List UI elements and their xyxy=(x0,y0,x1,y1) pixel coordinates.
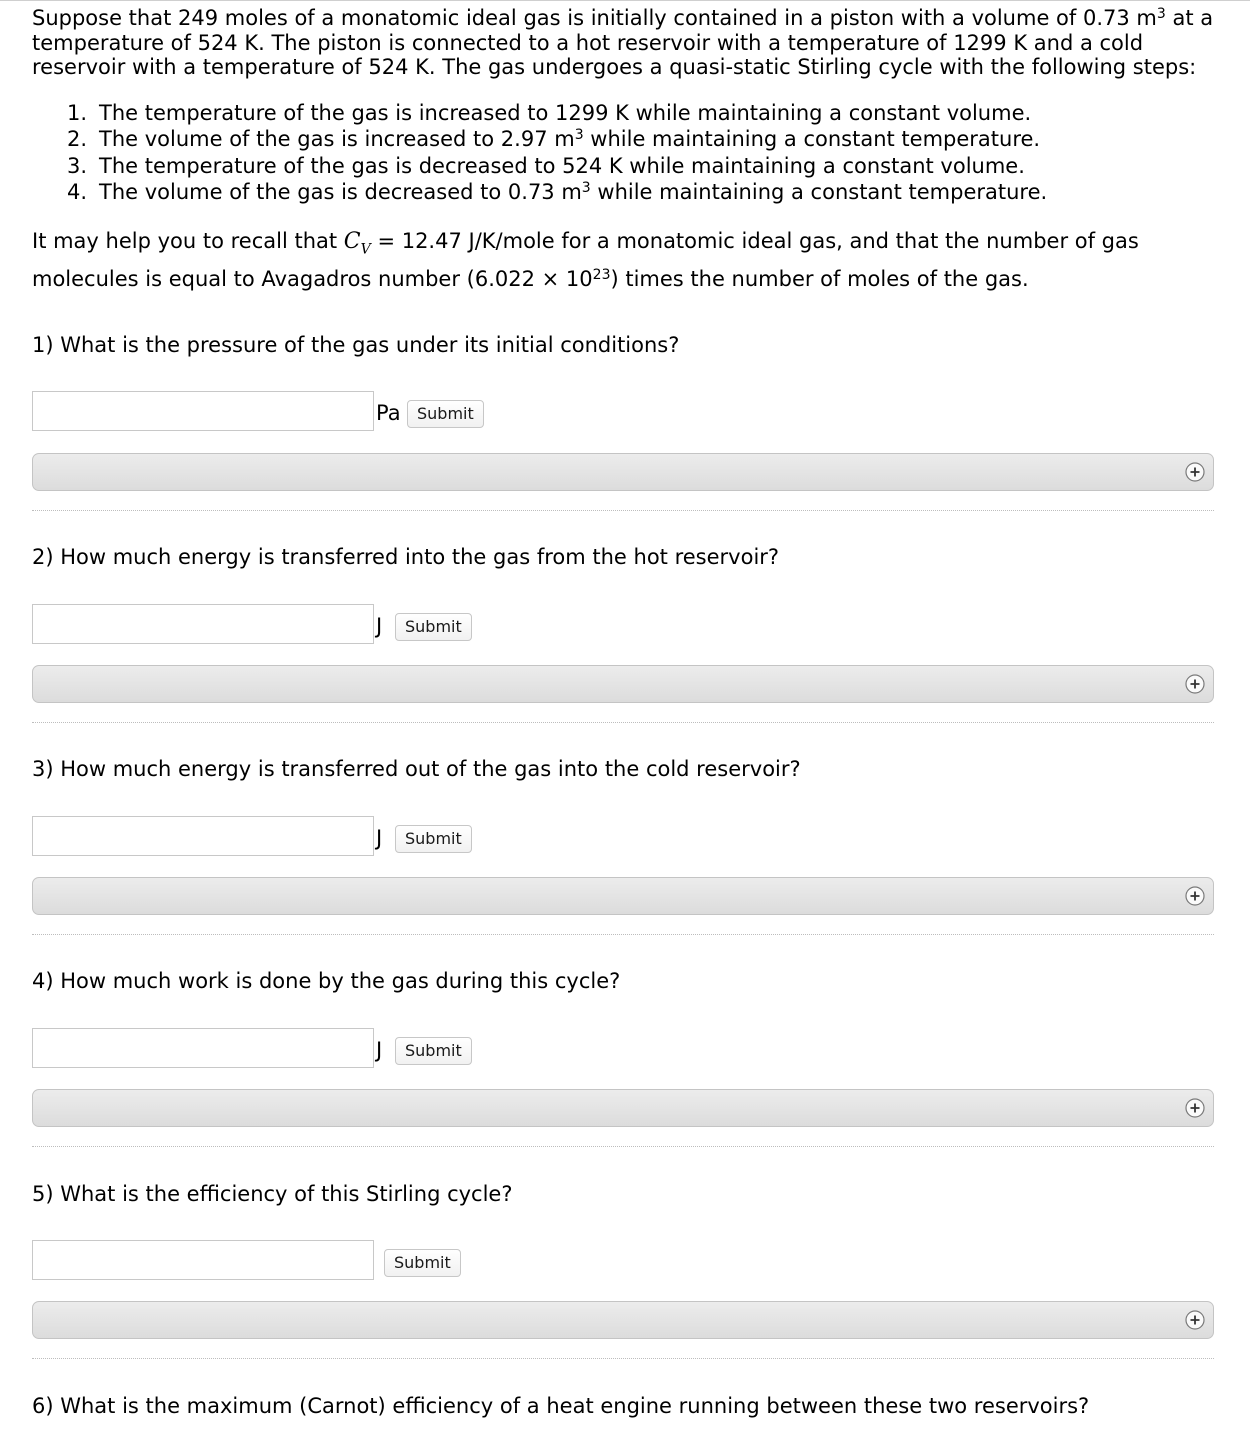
submit-1-button[interactable]: Submit xyxy=(407,400,484,428)
problem-statement xyxy=(32,6,1222,294)
submit-2-button[interactable]: Submit xyxy=(395,613,472,641)
answer-3-input[interactable] xyxy=(32,816,374,856)
answer-4-unit: J xyxy=(376,1038,383,1062)
question-3-label: 3) How much energy is transferred out of the gas into the cold reservoir? xyxy=(32,757,801,781)
hint-toggle-bar-1[interactable] xyxy=(32,453,1214,491)
section-divider xyxy=(32,722,1214,723)
answer-2-input[interactable] xyxy=(32,604,374,644)
submit-4-button[interactable]: Submit xyxy=(395,1037,472,1065)
answer-3-unit: J xyxy=(376,826,383,850)
hint-toggle-bar-4[interactable] xyxy=(32,1089,1214,1127)
answer-5-input[interactable] xyxy=(32,1240,374,1280)
answer-4-input[interactable] xyxy=(32,1028,374,1068)
intro-text-continued: at a temperature of 524 K. The piston is connected to a hot reservoir with a temperature of 1299 K and a cold reservoir with a temperature of 524 K. The gas undergoes a quasi-static Stirling cycle with the following steps: xyxy=(32,6,1214,79)
hint-toggle-bar-3[interactable] xyxy=(32,877,1214,915)
step-item: 4. The volume of the gas is decreased to 0.73 $m^3$ while maintaining a constant temperature. xyxy=(67,180,1048,204)
submit-5-button[interactable]: Submit xyxy=(384,1249,461,1277)
section-divider xyxy=(32,1146,1214,1147)
intro-paragraph xyxy=(32,6,1222,80)
top-divider xyxy=(0,0,1250,1)
step-item: 1. The temperature of the gas is increased to 1299 K while maintaining a constant volume. xyxy=(67,100,1032,125)
answer-1-input[interactable] xyxy=(32,391,374,431)
submit-3-button[interactable]: Submit xyxy=(395,825,472,853)
section-divider xyxy=(32,510,1214,511)
question-2-label: 2) How much energy is transferred into the gas from the hot reservoir? xyxy=(32,545,780,569)
question-1-label: 1) What is the pressure of the gas under its initial conditions? xyxy=(32,333,680,357)
plus-circle-icon xyxy=(1185,1098,1205,1118)
question-5-label: 5) What is the efficiency of this Stirling cycle? xyxy=(32,1182,513,1206)
question-6-label: 6) What is the maximum (Carnot) efficiency of a heat engine running between these two reservoirs? xyxy=(32,1394,1090,1418)
section-divider xyxy=(32,934,1214,935)
step-item: 3. The temperature of the gas is decreased to 524 K while maintaining a constant volume. xyxy=(67,153,1025,178)
question-4-label: 4) How much work is done by the gas during this cycle? xyxy=(32,969,621,993)
hint-toggle-bar-2[interactable] xyxy=(32,665,1214,703)
plus-circle-icon xyxy=(1185,886,1205,906)
plus-circle-icon xyxy=(1185,1310,1205,1330)
plus-circle-icon xyxy=(1185,462,1205,482)
section-divider xyxy=(32,1358,1214,1359)
cycle-steps-list xyxy=(32,100,1222,206)
answer-1-unit: Pa xyxy=(376,401,401,425)
answer-2-unit: J xyxy=(376,614,383,638)
intro-text: Suppose that 249 moles of a monatomic ideal gas is initially contained in a piston with a volume of 0.73 m xyxy=(32,6,1157,30)
cv-symbol: $C_V$ xyxy=(343,228,371,257)
step-item: 2. The volume of the gas is increased to 2.97 $m^3$ while maintaining a constant temperature. xyxy=(67,127,1041,151)
hint-toggle-bar-5[interactable] xyxy=(32,1301,1214,1339)
plus-circle-icon xyxy=(1185,674,1205,694)
intro-superscript: 3 xyxy=(1156,6,1166,22)
recall-paragraph: It may help you to recall that $C_V = 12.47$ J/K/mole for a monatomic ideal gas, and that the number of gas molecules is equal to Avagadros number $(6.022 \times 10^{23})$ times the number of moles of the gas. xyxy=(32,228,1139,291)
